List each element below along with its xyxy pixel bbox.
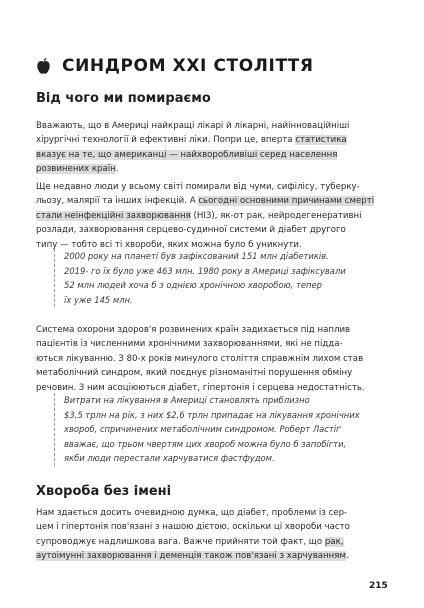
- paragraph: [36, 180, 388, 252]
- quote-line: їх уже 145 млн.: [64, 294, 133, 305]
- text-segment: речовин. З ним асоціюються діабет, гіпертонія і серцева недостатність.: [36, 382, 365, 393]
- text-line: [36, 209, 388, 223]
- highlighted-text: вказує на те, що американці — найхворобливіші серед населення: [36, 149, 338, 160]
- text-segment: ються лікуванню. З 80-х років минулого століття справжнім лихом став: [36, 353, 364, 364]
- text-segment: Вважають, що в Америці найкращі лікарі й лікарні, найінноваційніші: [36, 121, 350, 131]
- highlighted-text: аутоімунні захворювання і деменція також пов'язані з харчуванням: [36, 551, 346, 562]
- chapter-title: СИНДРОМ XXI СТОЛІТТЯ: [62, 56, 314, 76]
- text-line: [36, 133, 388, 147]
- quote-line: Витрати на лікування в Америці становлять приблизно: [64, 395, 310, 405]
- text-segment: супроводжує надлишкова вага. Важче прийняти той факт, що: [36, 536, 325, 547]
- text-segment: Система охорони здоров'я розвинених країн задихається під наплив: [36, 325, 351, 335]
- quote-line: 2000 року на планеті був зафіксований 151 млн діабетиків.: [64, 251, 329, 261]
- blockquote-costs: [54, 393, 360, 466]
- quote-line: вважає, що трьом чвертям цих хвороб можна було б запобігти,: [64, 438, 347, 449]
- text-line: [36, 337, 388, 351]
- highlighted-text: рак,: [324, 536, 344, 547]
- highlighted-text: розвинених країн: [36, 164, 116, 175]
- text-segment: льозу, малярії та інших інфекцій. А: [36, 196, 199, 207]
- quote-line: хвороб, спричинених метаболічним синдромом. Роберт Ластіґ: [64, 424, 341, 435]
- text-segment: хірургічні технології й ефективні ліки. Попри це, вперта: [36, 135, 296, 146]
- text-segment: цем і гіпертонія пов'язані з нашою дієтою, оскільки ці хвороби часто: [36, 522, 350, 533]
- text-segment: розлади, захворювання серцево-судинної системи й діабет другого: [36, 225, 346, 236]
- quote-line: якби люди перестали харчуватися фастфудом.: [64, 453, 275, 464]
- text-segment: Ще недавно люди у всьому світі помирали від чуми, сифілісу, туберку-: [36, 182, 360, 192]
- text-line: [36, 223, 388, 237]
- page-number: 215: [369, 581, 388, 591]
- apple-icon: [36, 57, 51, 75]
- text-line: [36, 194, 388, 208]
- highlighted-text: стали неінфекційні захворювання: [36, 210, 191, 221]
- chapter-header: [36, 56, 314, 76]
- section-heading-disease-without-name: Хвороба без імені: [36, 484, 172, 499]
- section-heading-causes-of-death: Від чого ми помираємо: [36, 91, 211, 106]
- text-line: [36, 549, 388, 563]
- text-segment: Нам здається досить очевидною думка, що діабет, проблеми із сер-: [36, 508, 348, 518]
- paragraph: [36, 323, 388, 395]
- text-line: [36, 162, 388, 176]
- highlighted-text: статистика: [295, 135, 347, 146]
- text-line: [36, 506, 388, 520]
- text-line: [36, 535, 388, 549]
- blockquote-statistics: [54, 249, 346, 307]
- text-line: [36, 119, 388, 133]
- quote-line: 52 млн людей хоча б з однією хронічною хворобою, тепер: [64, 280, 322, 291]
- paragraph: [36, 506, 388, 564]
- text-line: [36, 520, 388, 534]
- quote-line: 2019- го їх було уже 463 млн. 1980 року в Америці зафіксували: [64, 265, 346, 276]
- text-segment: .: [115, 164, 119, 175]
- paragraph: [36, 119, 388, 177]
- text-segment: метаболічний синдром, який поєднує різноманітні порушення обміну: [36, 368, 353, 379]
- text-segment: .: [345, 551, 349, 562]
- text-line: [36, 352, 388, 366]
- text-line: [36, 148, 388, 162]
- text-segment: типу — тобто всі ті хвороби, яких можна було б уникнути.: [36, 239, 302, 250]
- text-segment: пацієнтів із численними хронічними захворюваннями, які не підда-: [36, 339, 343, 350]
- text-line: [36, 323, 388, 337]
- text-line: [36, 366, 388, 380]
- text-segment: (НІЗ), як-от рак, нейродегенеративні: [190, 210, 362, 221]
- highlighted-text: сьогодні основними причинами смерті: [198, 196, 375, 207]
- text-line: [36, 180, 388, 194]
- quote-line: $3,5 трлн на рік, з них $2,6 трлн припадає на лікування хронічних: [64, 409, 360, 420]
